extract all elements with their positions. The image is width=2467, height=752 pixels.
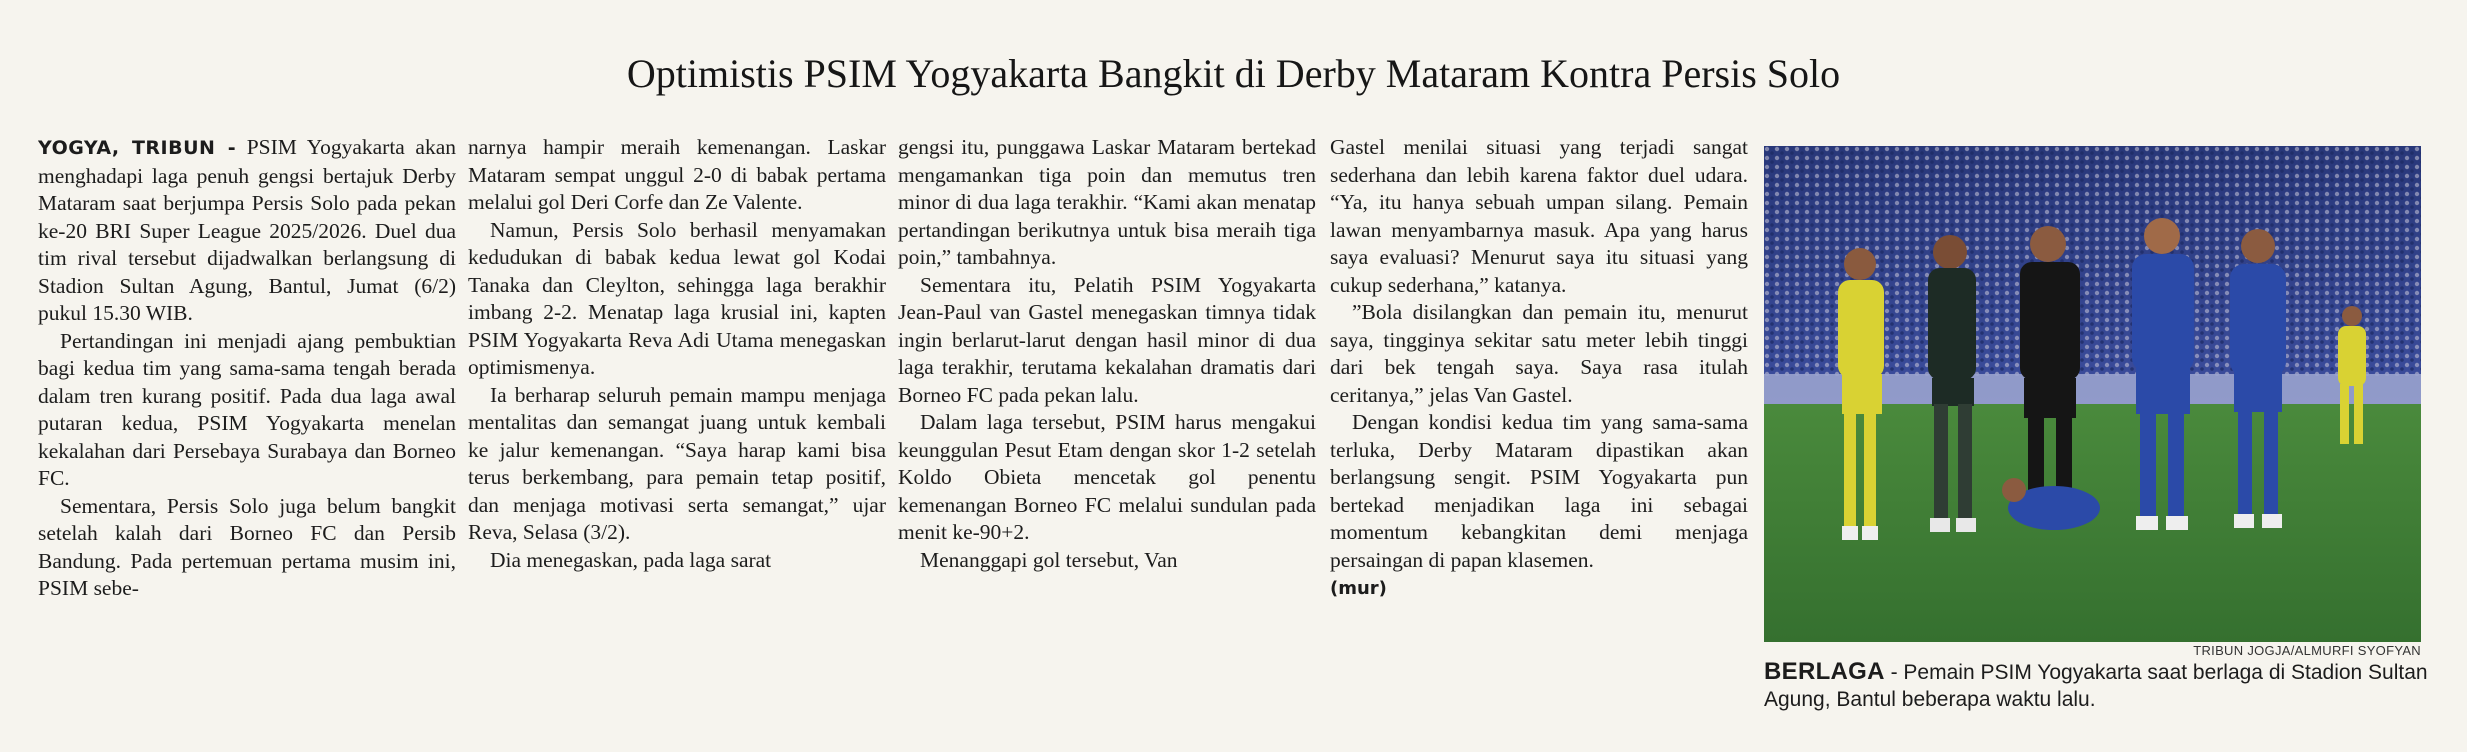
paragraph: Namun, Persis Solo berhasil menyamakan kedudukan di babak kedua lewat gol Kodai Tanaka dan Cleylton, sehingga laga berakhir imbang 2-2. Menatap laga krusial ini, kapten PSIM Yogyakarta Reva Adi Utama menegaskan optimismenya. — [468, 217, 886, 379]
pitch — [1764, 404, 2421, 642]
article-column-1 — [38, 134, 456, 734]
paragraph: Ia berharap seluruh pemain mampu menjaga mentalitas dan semangat juang untuk kembali ke jalur kemenangan. “Saya harap kami bisa terus berkembang, para pemain tetap positif, dan menjaga motivasi serta semangat,” ujar Reva, Selasa (3/2). — [468, 382, 886, 544]
paragraph-text: PSIM Yogyakarta akan menghadapi laga penuh gengsi bertajuk Derby Mataram saat berjumpa Persis Solo pada pekan ke-20 BRI Super League 2025/2026. Duel dua tim rival tersebut dijadwalkan berlangsung di Stadion Sultan Agung, Bantul, Jumat (6/2) pukul 15.30 WIB. — [38, 135, 456, 325]
headline: Optimistis PSIM Yogyakarta Bangkit di Derby Mataram Kontra Persis Solo — [626, 51, 1841, 96]
paragraph: gengsi itu, punggawa Laskar Mataram bertekad mengamankan tiga poin dan memutus tren minor di dua laga terakhir. “Kami akan menatap pertandingan berikutnya untuk bisa meraih tiga poin,” tambahnya. — [898, 135, 1316, 269]
article-column-4 — [1330, 134, 1748, 734]
caption-text: - Pemain PSIM Yogyakarta saat berlaga di Stadion Sultan Agung, Bantul beberapa waktu lalu. — [1764, 661, 2428, 711]
match-photo — [1764, 146, 2421, 642]
article-column-3 — [898, 134, 1316, 734]
dateline: YOGYA, TRIBUN - — [38, 137, 237, 159]
paragraph: Sementara itu, Pelatih PSIM Yogyakarta Jean-Paul van Gastel menegaskan timnya tidak ingin berlarut-larut dengan hasil minor di dua laga terakhir, terutama kekalahan dramatis dari Borneo FC pada pekan lalu. — [898, 272, 1316, 407]
paragraph: Pertandingan ini menjadi ajang pembuktian bagi kedua tim yang sama-sama tengah berada dalam tren kurang positif. Pada dua laga awal putaran kedua, PSIM Yogyakarta menelan kekalahan dari Persebaya Surabaya dan Borneo FC. — [38, 328, 456, 490]
caption-tag: BERLAGA — [1764, 658, 1885, 685]
paragraph: Dalam laga tersebut, PSIM harus mengakui keunggulan Pesut Etam dengan skor 1-2 setelah Koldo Obieta mencetak gol penentu kemenangan Borneo FC melalui sundulan pada menit ke-90+2. — [898, 410, 1316, 544]
article-column-2 — [468, 134, 886, 734]
paragraph: Menanggapi gol tersebut, Van — [920, 547, 1178, 572]
paragraph: narnya hampir meraih kemenangan. Laskar Mataram sempat unggul 2-0 di babak pertama melalui gol Deri Corfe dan Ze Valente. — [468, 135, 886, 214]
paragraph: Gastel menilai situasi yang terjadi sangat sederhana dan lebih karena faktor duel udara. “Ya, itu hanya sebuah umpan silang. Pemain lawan menyambarnya masuk. Apa yang harus saya evaluasi? Menurut saya itu situasi yang cukup sederhana,” katanya. — [1330, 135, 1748, 297]
photo-credit: TRIBUN JOGJA/ALMURFI SYOFYAN — [2193, 643, 2421, 658]
match-photo-illustration — [1764, 146, 2421, 642]
paragraph: ”Bola disilangkan dan pemain itu, menurut saya, tingginya sekitar satu meter lebih tinggi dari bek tengah saya. Saya rasa itulah ceritanya,” jelas Van Gastel. — [1330, 300, 1748, 407]
paragraph: Dia menegaskan, pada laga sarat — [490, 547, 772, 572]
paragraph — [38, 134, 456, 328]
paragraph: Dengan kondisi kedua tim yang sama-sama terluka, Derby Mataram dipastikan akan berlangsung sengit. PSIM Yogyakarta pun bertekad menjadikan laga ini sebagai momentum kebangkitan demi menjaga persaingan di papan klasemen. — [1330, 410, 1748, 572]
author-signature: (mur) — [1330, 578, 1387, 599]
paragraph: Sementara, Persis Solo juga belum bangkit setelah kalah dari Borneo FC dan Persib Bandung. Pada pertemuan pertama musim ini, PSIM sebe- — [38, 493, 456, 600]
photo-caption — [1764, 658, 2434, 713]
